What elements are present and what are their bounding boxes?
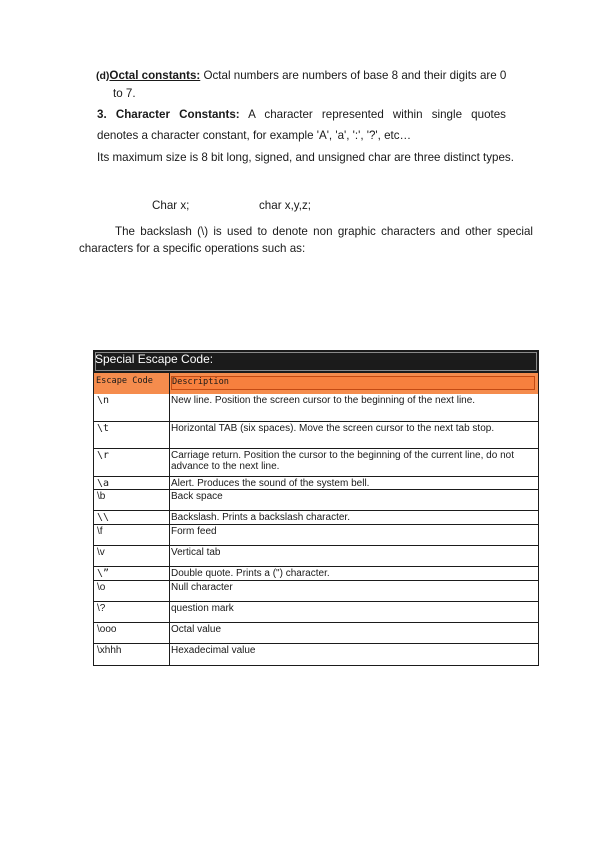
description-cell: Double quote. Prints a (") character. <box>171 568 330 579</box>
description-cell: Backslash. Prints a backslash character. <box>171 512 350 523</box>
escape-code-cell: \b <box>97 491 106 502</box>
octal-constants-text: Octal numbers are numbers of base 8 and their digits are 0 <box>200 69 507 82</box>
table-row <box>93 394 539 422</box>
octal-constants-paragraph <box>96 69 536 83</box>
table-row <box>93 581 539 602</box>
escape-code-cell: \n <box>97 395 110 406</box>
escape-code-cell: \xhhh <box>97 645 122 656</box>
char-size-paragraph: Its maximum size is 8 bit long, signed, and unsigned char are three distinct types. <box>97 151 514 164</box>
escape-code-column-header: Escape Code <box>96 376 153 386</box>
escape-code-cell: \a <box>97 478 110 489</box>
escape-code-table <box>93 350 539 666</box>
escape-code-cell: \r <box>97 450 110 461</box>
description-cell: Carriage return. Position the cursor to the beginning of the current line, do not advance to the next line. <box>171 450 514 472</box>
description-cell: New line. Position the screen cursor to the beginning of the next line. <box>171 395 476 406</box>
table-row <box>93 477 539 490</box>
table-row <box>93 546 539 567</box>
escape-code-cell: \\ <box>97 512 110 523</box>
backslash-paragraph-line2: characters for a specific operations such as: <box>79 242 306 255</box>
table-title: Special Escape Code: <box>95 352 214 366</box>
item-marker: (d) <box>96 70 110 82</box>
table-row <box>93 422 539 449</box>
table-row <box>93 449 539 477</box>
table-row <box>93 525 539 546</box>
description-cell: Octal value <box>171 624 222 635</box>
description-column-header: Description <box>172 377 229 387</box>
description-cell: Hexadecimal value <box>171 645 256 656</box>
octal-constants-text-line2: to 7. <box>113 87 136 100</box>
character-constants-heading: 3. Character Constants: <box>97 108 240 121</box>
escape-code-cell: \v <box>97 547 105 558</box>
escape-code-cell: \f <box>97 526 103 537</box>
table-title-bar <box>93 350 539 373</box>
character-constants-paragraph <box>97 108 506 122</box>
table-row <box>93 511 539 525</box>
description-column-header-box <box>171 376 535 390</box>
table-row <box>93 490 539 511</box>
description-cell: Back space <box>171 491 223 502</box>
escape-code-cell: \t <box>97 423 110 434</box>
table-row <box>93 602 539 623</box>
octal-constants-heading: Octal constants: <box>109 69 201 82</box>
backslash-paragraph-line1: The backslash (\) is used to denote non graphic characters and other special <box>115 225 533 238</box>
character-constants-text: A character represented within single quotes <box>239 108 506 121</box>
escape-code-cell: \ooo <box>97 624 117 635</box>
table-row <box>93 623 539 644</box>
escape-code-cell: \? <box>97 603 106 614</box>
character-constants-text-line2: denotes a character constant, for example 'A', 'a', ':', '?', etc… <box>97 129 412 142</box>
table-header-row <box>93 373 539 394</box>
code-example-multiple: char x,y,z; <box>259 199 311 212</box>
description-cell: question mark <box>171 603 234 614</box>
description-cell: Form feed <box>171 526 217 537</box>
description-cell: Alert. Produces the sound of the system bell. <box>171 478 370 489</box>
code-example-single: Char x; <box>152 199 190 212</box>
table-row <box>93 567 539 581</box>
description-cell: Vertical tab <box>171 547 221 558</box>
description-cell: Horizontal TAB (six spaces). Move the screen cursor to the next tab stop. <box>171 423 495 434</box>
description-cell: Null character <box>171 582 233 593</box>
table-row <box>93 644 539 666</box>
escape-code-cell: \” <box>97 568 110 579</box>
escape-code-cell: \o <box>97 582 106 593</box>
